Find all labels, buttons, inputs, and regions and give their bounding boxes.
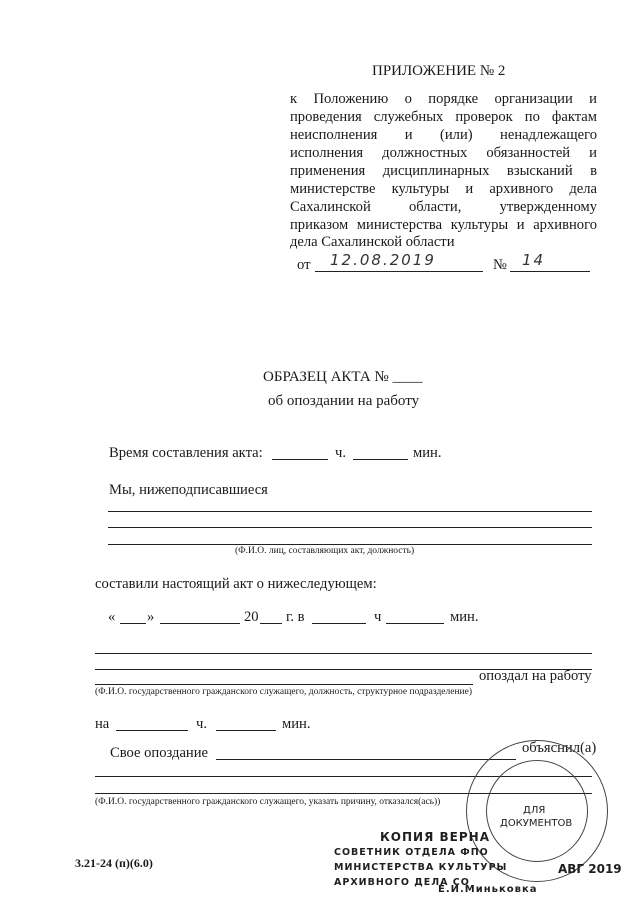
close-quote: » [147, 609, 155, 625]
stamp-label-line2: ДОКУМЕНТОВ [500, 818, 573, 829]
reference-line: министерстве культуры и архивного дела [290, 181, 597, 197]
late-minutes-blank[interactable] [216, 730, 276, 731]
hours-blank[interactable] [272, 459, 328, 460]
reference-line: приказом министерства культуры и архивного [290, 217, 597, 233]
hour-blank[interactable] [312, 623, 366, 624]
reason-caption: (Ф.И.О. государственного гражданского служащего, указать причину, отказался(ась)) [95, 797, 441, 807]
number-prefix: № [493, 257, 507, 273]
reference-line: исполнения должностных обязанностей и [290, 145, 597, 161]
open-quote: « [108, 609, 116, 625]
copy-true-label: КОПИЯ ВЕРНА [380, 830, 490, 844]
document-code: 3.21-24 (п)(6.0) [75, 856, 153, 870]
act-title: ОБРАЗЕЦ АКТА № ____ [263, 369, 423, 385]
year-blank[interactable] [260, 623, 282, 624]
signatories-caption: (Ф.И.О. лиц, составляющих акт, должность) [235, 546, 415, 556]
employee-line[interactable] [95, 684, 473, 685]
signatories-line[interactable] [108, 511, 592, 512]
minute-blank[interactable] [386, 623, 444, 624]
archive-line: АРХИВНОГО ДЕЛА СО [334, 877, 470, 888]
employee-caption: (Ф.И.О. государственного гражданского служащего, должность, структурное подразделение) [95, 687, 472, 697]
explained-label: объяснил(а) [522, 740, 597, 756]
signatories-line[interactable] [108, 527, 592, 528]
minute-unit: мин. [450, 609, 479, 625]
reference-line: проведения служебных проверок по фактам [290, 109, 597, 125]
late-label: опоздал на работу [479, 668, 592, 684]
stamp-label-line1: ДЛЯ [523, 805, 546, 816]
reference-line: применения дисциплинарных взысканий в [290, 163, 597, 179]
late-hours-unit: ч. [196, 716, 207, 732]
explanation-blank[interactable] [216, 759, 516, 760]
signatories-line[interactable] [108, 544, 592, 545]
appendix-title: ПРИЛОЖЕНИЕ № 2 [372, 63, 506, 79]
signer-name: Е.И.Миньковка [438, 884, 538, 895]
compiled-label: составили настоящий акт о нижеследующем: [95, 576, 377, 592]
for-label: на [95, 716, 110, 732]
reference-line: Сахалинской области, утвержденному [290, 199, 597, 215]
number-underline [510, 271, 590, 272]
minutes-unit: мин. [413, 445, 442, 461]
day-blank[interactable] [120, 623, 146, 624]
hour-unit: ч [374, 609, 382, 625]
time-label: Время составления акта: [109, 445, 263, 461]
order-date-handwritten: 12.08.2019 [330, 251, 436, 269]
employee-line[interactable] [95, 653, 592, 654]
late-hours-blank[interactable] [116, 730, 188, 731]
date-prefix: от [297, 257, 311, 273]
minutes-blank[interactable] [353, 459, 408, 460]
act-subtitle: об опоздании на работу [268, 393, 420, 409]
ministry-line: МИНИСТЕРСТВА КУЛЬТУРЫ [334, 862, 508, 873]
reference-line: неисполнения и (или) ненадлежащего [290, 127, 597, 143]
hours-unit: ч. [335, 445, 346, 461]
order-number-handwritten: 14 [522, 251, 546, 269]
late-minutes-unit: мин. [282, 716, 311, 732]
reference-line: к Положению о порядке организации и [290, 91, 597, 107]
month-blank[interactable] [160, 623, 240, 624]
year-prefix: 20 [244, 609, 259, 625]
lateness-label: Свое опоздание [110, 745, 209, 761]
stamp-date: АВГ 2019 [558, 862, 622, 876]
advisor-line: СОВЕТНИК ОТДЕЛА ФПО [334, 847, 489, 858]
date-underline [315, 271, 483, 272]
signatories-label: Мы, нижеподписавшиеся [109, 482, 268, 498]
reference-line: дела Сахалинской области [290, 234, 455, 250]
year-suffix: г. в [286, 609, 305, 625]
